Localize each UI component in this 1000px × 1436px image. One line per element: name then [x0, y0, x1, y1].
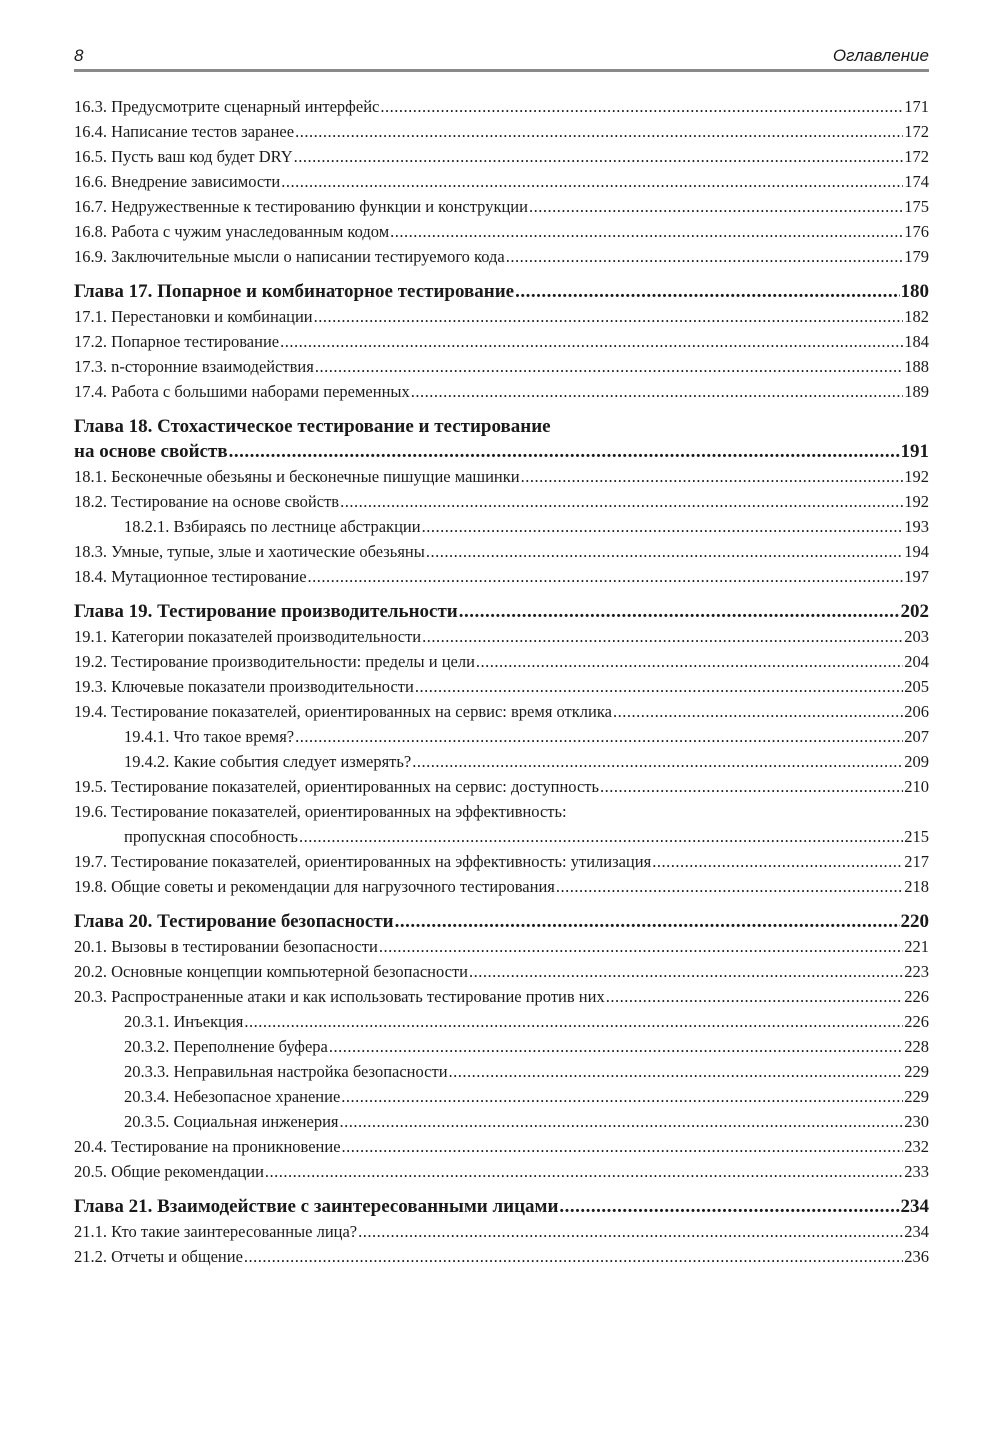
entry-title: 17.4. Работа с большими наборами переменных	[74, 382, 410, 401]
entry-title: 20.3.3. Неправильная настройка безопасности	[124, 1062, 448, 1081]
entry-page-number: 197	[904, 567, 929, 586]
toc-entry[interactable]	[74, 624, 929, 649]
toc-entry[interactable]	[74, 959, 929, 984]
dot-leader	[415, 674, 903, 699]
entry-title: 20.4. Тестирование на проникновение	[74, 1137, 341, 1156]
entry-title: 20.1. Вызовы в тестировании безопасности	[74, 937, 378, 956]
entry-title: Глава 19. Тестирование производительности	[74, 601, 458, 622]
entry-page-number: 234	[904, 1222, 929, 1241]
entry-title: 20.3.4. Небезопасное хранение	[124, 1087, 341, 1106]
dot-leader	[340, 1109, 904, 1134]
entry-page-number: 188	[904, 357, 929, 376]
entry-title: Глава 20. Тестирование безопасности	[74, 911, 394, 932]
chapter-heading-line: Глава 18. Стохастическое тестирование и тестирование	[74, 416, 551, 437]
dot-leader	[395, 909, 900, 934]
entry-title: 19.4. Тестирование показателей, ориентированных на сервис: время отклика	[74, 702, 612, 721]
dot-leader	[521, 464, 904, 489]
entry-page-number: 221	[904, 937, 929, 956]
toc-entry[interactable]	[74, 244, 929, 269]
entry-title: 16.9. Заключительные мысли о написании тестируемого кода	[74, 247, 505, 266]
entry-page-number: 206	[904, 702, 929, 721]
entry-page-number: 172	[904, 147, 929, 166]
entry-title: 19.5. Тестирование показателей, ориентированных на сервис: доступность	[74, 777, 600, 796]
dot-leader	[340, 489, 903, 514]
entry-page-number: 218	[904, 877, 929, 896]
toc-entry[interactable]	[74, 144, 929, 169]
dot-leader	[459, 599, 900, 624]
dot-leader	[412, 749, 903, 774]
dot-leader	[529, 194, 903, 219]
entry-page-number: 203	[904, 627, 929, 646]
toc-entry[interactable]	[74, 1134, 929, 1159]
page-number: 8	[74, 46, 84, 65]
entry-title: 18.2. Тестирование на основе свойств	[74, 492, 340, 511]
entry-page-number: 232	[904, 1137, 929, 1156]
toc-entry[interactable]	[74, 489, 929, 514]
entry-page-number: 191	[900, 441, 929, 462]
dot-leader	[380, 94, 903, 119]
toc-subentry[interactable]	[74, 1034, 929, 1059]
dot-leader	[341, 1084, 903, 1109]
dot-leader	[559, 1194, 899, 1219]
entry-title: 20.3.1. Инъекция	[124, 1012, 244, 1031]
toc-subentry[interactable]	[74, 1109, 929, 1134]
entry-page-number: 179	[904, 247, 929, 266]
toc-entry[interactable]	[74, 1159, 929, 1184]
toc-entry[interactable]	[74, 564, 929, 589]
chapter-heading[interactable]	[74, 279, 929, 304]
entry-page-number: 194	[904, 542, 929, 561]
entry-title: 19.8. Общие советы и рекомендации для нагрузочного тестирования	[74, 877, 555, 896]
entry-page-number: 189	[904, 382, 929, 401]
header-rule	[74, 69, 929, 72]
toc-subentry[interactable]	[74, 749, 929, 774]
dot-leader	[244, 1244, 903, 1269]
entry-page-number: 204	[904, 652, 929, 671]
entry-title: Глава 21. Взаимодействие с заинтересованными лицами	[74, 1196, 559, 1217]
entry-title: 18.3. Умные, тупые, злые и хаотические обезьяны	[74, 542, 425, 561]
book-page	[74, 44, 929, 1269]
entry-page-number: 202	[900, 601, 929, 622]
chapter-heading[interactable]	[74, 909, 929, 934]
entry-page-number: 220	[900, 911, 929, 932]
entry-title: 19.7. Тестирование показателей, ориентированных на эффективность: утилизация	[74, 852, 652, 871]
entry-page-number: 175	[904, 197, 929, 216]
dot-leader	[476, 649, 903, 674]
dot-leader	[358, 1219, 903, 1244]
page-header	[74, 44, 929, 66]
toc-entry[interactable]	[74, 849, 929, 874]
dot-leader	[280, 329, 903, 354]
entry-page-number: 229	[904, 1087, 929, 1106]
toc-subentry[interactable]	[74, 724, 929, 749]
entry-title: 20.3.2. Переполнение буфера	[124, 1037, 328, 1056]
entry-page-number: 209	[904, 752, 929, 771]
entry-page-number: 193	[904, 517, 929, 536]
entry-title: 20.3. Распространенные атаки и как использовать тестирование против них	[74, 987, 605, 1006]
entry-page-number: 207	[904, 727, 929, 746]
dot-leader	[315, 354, 903, 379]
entry-page-number: 205	[904, 677, 929, 696]
dot-leader	[379, 934, 903, 959]
dot-leader	[390, 219, 903, 244]
toc-entry[interactable]	[74, 699, 929, 724]
toc-entry[interactable]	[74, 984, 929, 1009]
entry-page-number: 182	[904, 307, 929, 326]
entry-title: на основе свойств	[74, 441, 228, 462]
dot-leader	[449, 1059, 904, 1084]
entry-title: 19.4.1. Что такое время?	[124, 727, 295, 746]
entry-title: 18.1. Бесконечные обезьяны и бесконечные пишущие машинки	[74, 467, 520, 486]
dot-leader	[294, 144, 904, 169]
entry-page-number: 171	[904, 97, 929, 116]
entry-title: 16.4. Написание тестов заранее	[74, 122, 295, 141]
dot-leader	[265, 1159, 903, 1184]
entry-page-number: 215	[904, 827, 929, 846]
entry-page-number: 229	[904, 1062, 929, 1081]
dot-leader	[600, 774, 903, 799]
entry-title: 20.5. Общие рекомендации	[74, 1162, 264, 1181]
entry-title: 16.6. Внедрение зависимости	[74, 172, 281, 191]
dot-leader	[295, 119, 903, 144]
dot-leader	[469, 959, 903, 984]
entry-page-number: 223	[904, 962, 929, 981]
dot-leader	[422, 514, 904, 539]
dot-leader	[244, 1009, 903, 1034]
toc-entry[interactable]	[74, 119, 929, 144]
entry-title: 16.8. Работа с чужим унаследованным кодом	[74, 222, 390, 241]
entry-page-number: 233	[904, 1162, 929, 1181]
entry-title: 16.3. Предусмотрите сценарный интерфейс	[74, 97, 380, 116]
entry-title: 16.5. Пусть ваш код будет DRY	[74, 147, 293, 166]
toc-entry-line: 19.6. Тестирование показателей, ориентированных на эффективность:	[74, 802, 567, 821]
entry-title: 17.2. Попарное тестирование	[74, 332, 280, 351]
toc-entry[interactable]	[74, 1219, 929, 1244]
toc-entry[interactable]	[74, 169, 929, 194]
entry-page-number: 226	[904, 987, 929, 1006]
entry-page-number: 226	[904, 1012, 929, 1031]
entry-page-number: 234	[900, 1196, 929, 1217]
dot-leader	[556, 874, 903, 899]
entry-title: 21.2. Отчеты и общение	[74, 1247, 243, 1266]
entry-page-number: 217	[904, 852, 929, 871]
entry-page-number: 172	[904, 122, 929, 141]
entry-page-number: 174	[904, 172, 929, 191]
dot-leader	[652, 849, 903, 874]
entry-title: Глава 17. Попарное и комбинаторное тестирование	[74, 281, 515, 302]
chapter-heading[interactable]	[74, 1194, 929, 1219]
toc-subentry[interactable]	[74, 514, 929, 539]
entry-page-number: 210	[904, 777, 929, 796]
toc-entry[interactable]	[74, 329, 929, 354]
toc-entry[interactable]	[74, 379, 929, 404]
dot-leader	[295, 724, 903, 749]
toc-entry[interactable]	[74, 824, 929, 849]
entry-title: пропускная способность	[124, 827, 298, 846]
entry-title: 17.3. n-сторонние взаимодействия	[74, 357, 314, 376]
entry-title: 20.2. Основные концепции компьютерной безопасности	[74, 962, 469, 981]
dot-leader	[422, 624, 903, 649]
entry-title: 18.4. Мутационное тестирование	[74, 567, 307, 586]
entry-title: 19.3. Ключевые показатели производительности	[74, 677, 414, 696]
toc-entry[interactable]	[74, 674, 929, 699]
toc-subentry[interactable]	[74, 1084, 929, 1109]
entry-page-number: 236	[904, 1247, 929, 1266]
toc-entry[interactable]	[74, 774, 929, 799]
entry-title: 19.4.2. Какие события следует измерять?	[124, 752, 412, 771]
dot-leader	[515, 279, 899, 304]
entry-title: 19.1. Категории показателей производительности	[74, 627, 422, 646]
table-of-contents	[74, 94, 929, 1269]
dot-leader	[329, 1034, 903, 1059]
chapter-heading[interactable]	[74, 599, 929, 624]
toc-entry[interactable]	[74, 219, 929, 244]
running-title: Оглавление	[832, 46, 929, 65]
entry-page-number: 192	[904, 492, 929, 511]
entry-page-number: 184	[904, 332, 929, 351]
toc-entry[interactable]	[74, 354, 929, 379]
entry-page-number: 192	[904, 467, 929, 486]
toc-entry[interactable]	[74, 539, 929, 564]
toc-entry[interactable]	[74, 934, 929, 959]
entry-title: 20.3.5. Социальная инженерия	[124, 1112, 339, 1131]
dot-leader	[426, 539, 903, 564]
entry-page-number: 176	[904, 222, 929, 241]
dot-leader	[229, 439, 900, 464]
toc-entry[interactable]	[74, 194, 929, 219]
dot-leader	[314, 304, 904, 329]
toc-entry[interactable]	[74, 304, 929, 329]
entry-title: 16.7. Недружественные к тестированию функции и конструкции	[74, 197, 528, 216]
entry-title: 18.2.1. Взбираясь по лестнице абстракции	[124, 517, 421, 536]
dot-leader	[506, 244, 904, 269]
dot-leader	[308, 564, 904, 589]
dot-leader	[342, 1134, 904, 1159]
toc-subentry[interactable]	[74, 1059, 929, 1084]
entry-page-number: 230	[904, 1112, 929, 1131]
toc-entry[interactable]	[74, 1244, 929, 1269]
toc-entry[interactable]	[74, 649, 929, 674]
toc-subentry[interactable]	[74, 1009, 929, 1034]
entry-page-number: 180	[900, 281, 929, 302]
toc-entry[interactable]	[74, 874, 929, 899]
entry-title: 17.1. Перестановки и комбинации	[74, 307, 313, 326]
entry-page-number: 228	[904, 1037, 929, 1056]
dot-leader	[606, 984, 904, 1009]
dot-leader	[411, 379, 904, 404]
dot-leader	[281, 169, 903, 194]
toc-entry[interactable]	[74, 94, 929, 119]
entry-title: 19.2. Тестирование производительности: пределы и цели	[74, 652, 475, 671]
entry-title: 21.1. Кто такие заинтересованные лица?	[74, 1222, 358, 1241]
toc-entry[interactable]	[74, 464, 929, 489]
chapter-heading[interactable]	[74, 439, 929, 464]
dot-leader	[613, 699, 903, 724]
dot-leader	[299, 824, 903, 849]
